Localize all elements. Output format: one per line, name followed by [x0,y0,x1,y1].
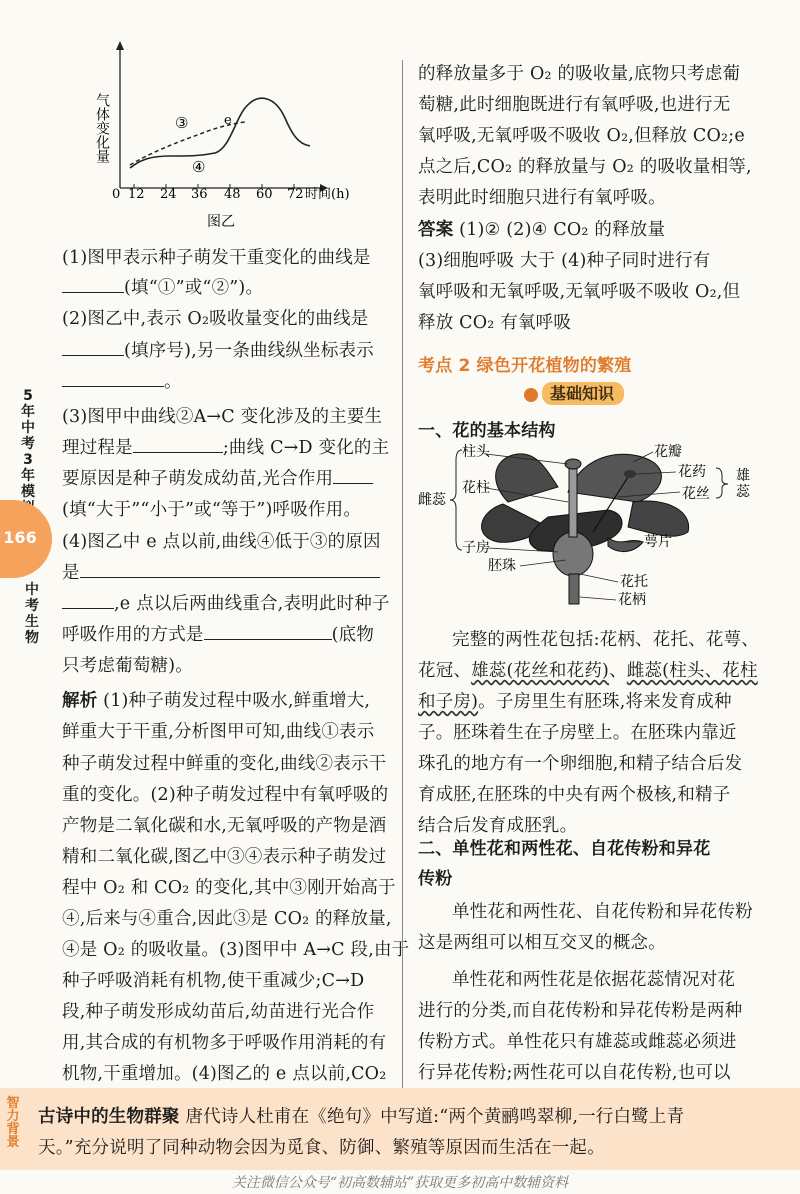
q2-line1 [62,305,368,330]
q4-answer-blank[interactable] [80,560,380,579]
q4-line3 [62,590,390,615]
q1-text-a: (1)图甲表示种子萌发干重变化的曲线是 [62,248,371,268]
badge-icon [524,388,538,402]
para3-line0: 单性花和两性花是依据花蕊情况对花 [452,970,736,990]
label-epian: 萼片 [644,534,672,550]
q3-answer-blank-2[interactable] [333,466,373,485]
q2-line3 [62,368,182,393]
q3-line2 [62,434,389,459]
analysis-label: 解析 [62,691,98,711]
q1-line1 [62,244,371,269]
q4-text-f: 只考虑葡萄糖)。 [62,656,193,676]
cont-line-0: 的释放量多于 O₂ 的吸收量,底物只考虑葡 [418,64,741,84]
section-1-heading: 一、花的基本结构 [418,421,556,441]
footer-title: 古诗中的生物群聚 [38,1107,180,1127]
label-huayao: 花药 [678,464,706,480]
answer-text-0: (1)② (2)④ CO₂ 的释放量 [459,220,666,240]
q4-answer-blank-3[interactable] [204,622,332,641]
q1-answer-blank[interactable] [62,275,124,294]
pistil-brace [450,450,462,550]
q4-line5 [62,652,193,677]
answer-line-0 [418,216,665,241]
q4-text-d: 呼吸作用的方式是 [62,625,204,645]
analysis-line-8: ④是 O₂ 的吸收量。(3)图甲中 A→C 段,由于 [62,940,410,960]
q2-answer-blank-2[interactable] [62,369,164,388]
label-huabing: 花柄 [618,592,646,608]
footer-text-1: 唐代诗人杜甫在《绝句》中写道:“两个黄鹂鸣翠柳,一行白鹭上青 [185,1107,685,1127]
label-huatuo: 花托 [620,574,648,590]
q3-line4 [62,496,361,521]
q2-text-a: (2)图乙中,表示 O₂吸收量变化的曲线是 [62,309,369,329]
q2-text-c: 。 [164,372,182,392]
q2-answer-blank[interactable] [62,338,124,357]
q2-line2 [62,337,374,362]
label-xiongrui-2: 蕊 [736,484,750,500]
tick-60: 60 [256,187,273,202]
curve-4-solid [130,98,310,168]
column-divider [402,60,403,1090]
figure-caption: 图乙 [207,214,235,228]
basic-knowledge-badge [524,381,624,404]
tick-36: 36 [191,187,208,202]
para1-line6: 结合后发育成胚乳。 [418,816,578,836]
tick-48: 48 [224,187,241,202]
q3-text-e: (填“大于”“小于”或“等于”)呼吸作用。 [62,500,362,520]
q3-text-d: 要原因是种子萌发成幼苗,光合作用 [62,469,334,489]
para1-pistil-wavy: 雌蕊(柱头、花柱 [626,661,758,681]
tick-12: 12 [128,187,145,202]
q4-line4 [62,621,374,646]
tick-72: 72 [287,187,304,202]
badge-label: 基础知识 [542,382,624,405]
q3-text-c: ;曲线 C→D 变化的主 [222,438,390,458]
para2-line1: 这是两组可以相互交叉的概念。 [418,933,666,953]
subject-vertical: 中 考 生 物 [25,582,39,646]
analysis-line-5: 精和二氧化碳,图乙中③④表示种子萌发过 [62,847,387,867]
figure-yi-chart [80,38,380,228]
section-2-heading-b: 传粉 [418,869,453,889]
analysis-line-0 [62,687,370,712]
watermark: 关注微信公众号“初高数辅站”获取更多初高中数辅资料 [231,1175,569,1191]
para3-line1: 进行的分类,而自花传粉和异花传粉是两种 [418,1001,743,1021]
analysis-line-9: 种子呼吸消耗有机物,使干重减少;C→D [62,971,365,991]
para1-line0: 完整的两性花包括:花柄、花托、花萼、 [452,630,759,650]
q3-answer-blank[interactable] [133,435,223,454]
analysis-text-0: (1)种子萌发过程中吸水,鲜重增大, [103,691,371,711]
footer-line2: 天。”充分说明了同种动物会因为觅食、防御、繁殖等原因而生活在一起。 [38,1138,605,1158]
cont-line-1: 萄糖,此时细胞既进行有氧呼吸,也进行无 [418,95,731,115]
answer-line-1: (3)细胞呼吸 大于 (4)种子同时进行有 [418,251,711,271]
cont-line-4: 表明此时细胞只进行有氧呼吸。 [418,188,666,208]
page-number: 166 [3,528,37,547]
analysis-line-2: 种子萌发过程中鲜重的变化,曲线②表示干 [62,754,387,774]
label-xiongrui-1: 雄 [736,468,750,484]
q3-line3 [62,465,373,490]
para1-stamen-wavy: 雄蕊(花丝和花药) [471,661,610,681]
label-zhutou: 柱头 [462,444,490,460]
style-shape [569,467,577,537]
answer-label: 答案 [418,220,454,240]
point-e-label: e [224,113,232,128]
analysis-line-10: 段,种子萌发形成幼苗后,幼苗进行光合作 [62,1002,375,1022]
para1-b1: 花冠、 [418,661,472,681]
para1-line5: 育成胚,在胚珠的中央有两个极核,和精子 [418,785,731,805]
q4-text-c: ,e 点以后两曲线重合,表明此时种子 [114,594,390,614]
para1-line2 [418,688,732,713]
para1-line4: 珠孔的地方有一个卵细胞,和精子结合后发 [418,754,743,774]
cont-line-3: 点之后,CO₂ 的释放量与 O₂ 的吸收量相等, [418,157,752,177]
pedicel-shape [569,574,579,604]
label-peizhu: 胚珠 [488,558,516,574]
flower-structure-diagram [418,442,778,617]
para2-line0: 单性花和两性花、自花传粉和异花传粉 [452,902,753,922]
q3-text-a: (3)图甲中曲线②A→C 变化涉及的主要生 [62,407,383,427]
analysis-line-6: 程中 O₂ 和 CO₂ 的变化,其中③刚开始高于 [62,878,396,898]
para1-line3: 子。胚珠着生在子房壁上。在胚珠内靠近 [418,723,737,743]
footer-tag: 智 力 背 景 [6,1096,20,1150]
section-2-heading-a: 二、单性花和两性花、自花传粉和异花 [418,839,711,859]
label-cirui: 雌蕊 [418,492,446,508]
q4-answer-blank-2[interactable] [62,591,114,610]
label-zifang: 子房 [462,540,490,556]
q4-line2 [62,559,380,584]
q4-line1 [62,528,381,553]
stamen-brace [716,468,728,498]
para1-line1 [418,657,758,682]
answer-line-2: 氧呼吸和无氧呼吸,无氧呼吸不吸收 O₂,但 [418,282,741,302]
origin-label: 0 [112,187,121,202]
analysis-line-4: 产物是二氧化碳和水,无氧呼吸的产物是酒 [62,816,387,836]
leader-huatuo [580,574,618,582]
q3-line1 [62,403,382,428]
book-title-vertical: 5 年 中 考 3 年 模 [21,388,35,500]
q2-text-b: (填序号),另一条曲线纵坐标表示 [124,341,374,361]
label-huaban: 花瓣 [654,444,682,460]
analysis-line-1: 鲜重大于干重,分析图甲可知,曲线①表示 [62,722,375,742]
answer-line-3: 释放 CO₂ 有氧呼吸 [418,313,572,333]
kaodian-heading: 考点 2 绿色开花植物的繁殖 [418,356,632,376]
para3-line2: 传粉方式。单性花只有雄蕊或雌蕊必须进 [418,1032,737,1052]
q4-text-e: (底物 [331,625,375,645]
para3-line3: 行异花传粉;两性花可以自花传粉,也可以 [418,1063,731,1083]
ovary-shape [553,532,593,576]
q4-text-b: 是 [62,563,80,583]
y-axis-label: 气体变化量 [94,93,110,163]
label-huazhu: 花柱 [462,480,490,496]
label-huasi: 花丝 [682,486,710,502]
q1-text-b: (填“①”或“②”)。 [124,278,264,298]
q4-text-a: (4)图乙中 e 点以前,曲线④低于③的原因 [62,532,381,552]
analysis-line-3: 重的变化。(2)种子萌发过程中有氧呼吸的 [62,785,389,805]
curve-4-label: ④ [192,158,206,176]
leader-huabing [580,597,616,600]
curve-3-label: ③ [175,114,189,132]
para1-b3: 、 [609,661,627,681]
x-axis-label: 时间(h) [305,187,350,202]
analysis-line-11: 用,其合成的有机物多于呼吸作用消耗的有 [62,1033,387,1053]
tick-24: 24 [160,187,177,202]
para1-c2: 。子房里生有胚珠,将来发育成种 [478,692,732,712]
analysis-line-12: 机物,干重增加。(4)图乙的 e 点以前,CO₂ [62,1064,387,1084]
para1-c1: 和子房) [418,692,479,712]
sepal [608,538,643,552]
footer-line1 [38,1103,684,1128]
q1-line2 [62,274,263,299]
y-axis-arrow [116,41,124,50]
q3-text-b: 理过程是 [62,438,133,458]
anther-shape [624,470,636,478]
petal-far-right [628,501,689,536]
cont-line-2: 氧呼吸,无氧呼吸不吸收 O₂,但释放 CO₂;e [418,126,745,146]
analysis-line-7: ④,后来与④重合,因此③是 CO₂ 的释放量, [62,909,392,929]
